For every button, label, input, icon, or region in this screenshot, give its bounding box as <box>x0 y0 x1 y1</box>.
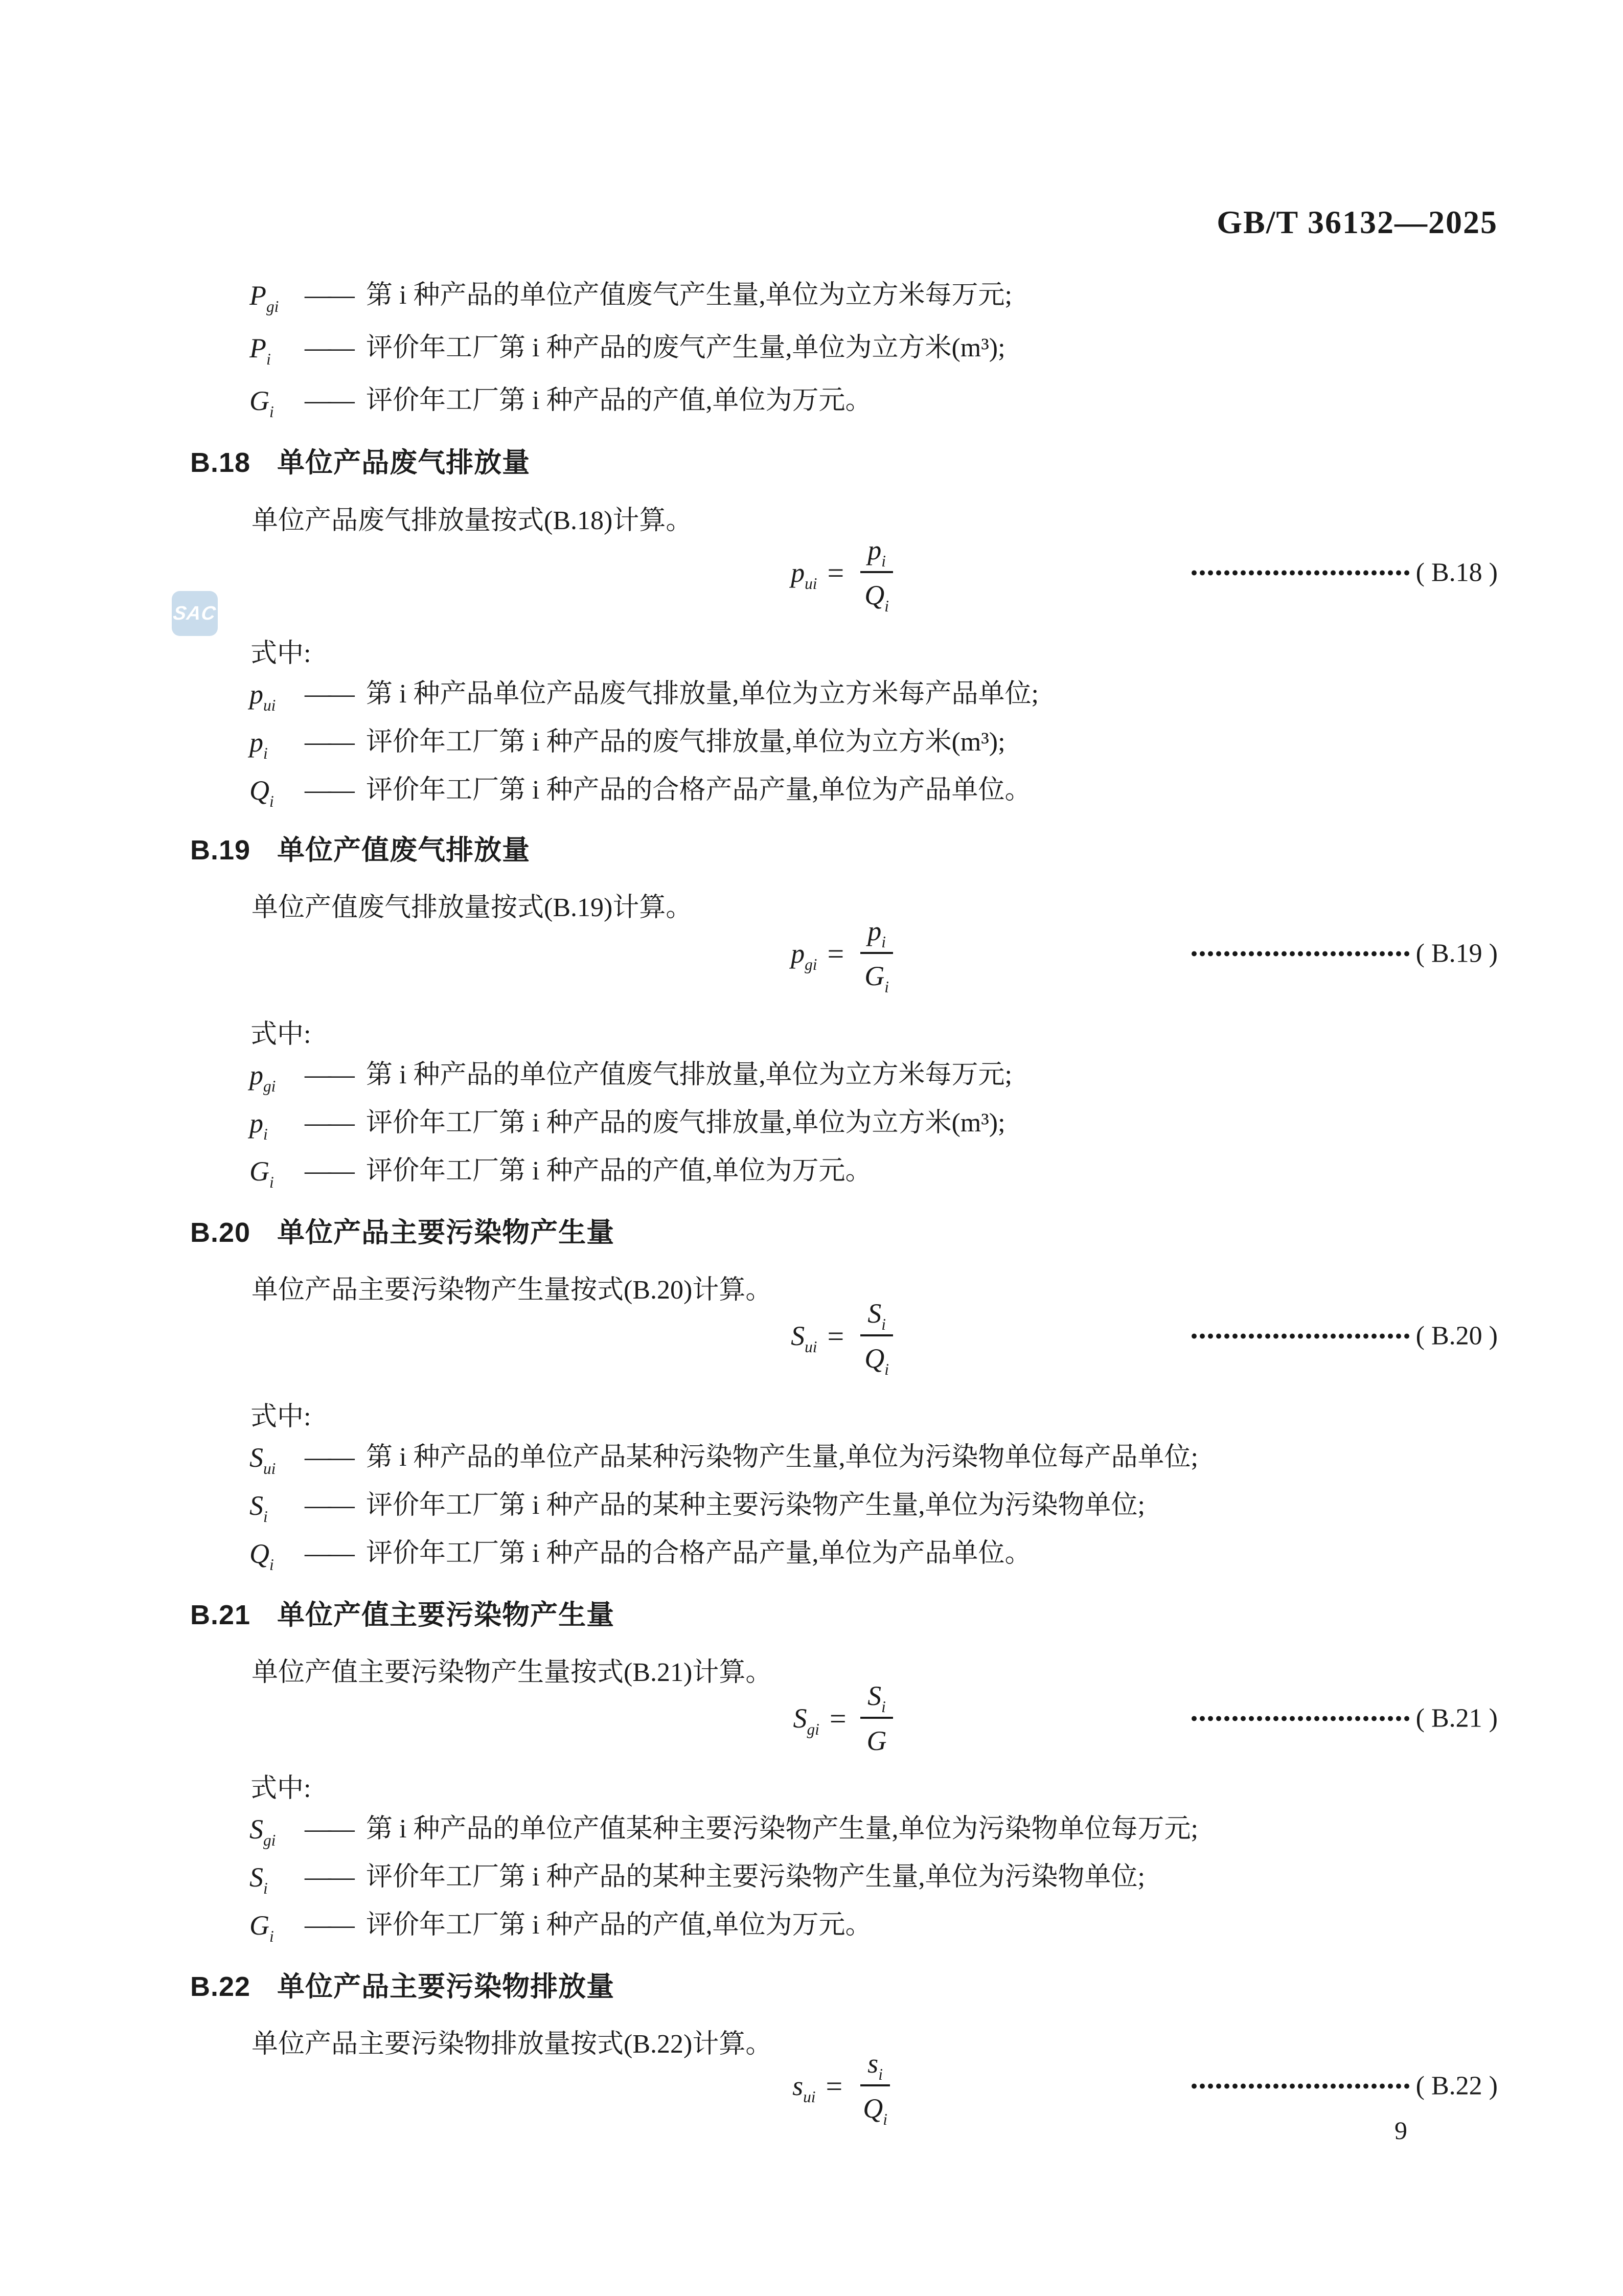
formula-b19 <box>189 895 1498 1012</box>
definition-line <box>249 1154 1521 1192</box>
symbol: $P_{gi}$ <box>249 280 279 316</box>
formula-number-group <box>1190 2071 1498 2101</box>
definition-text: 评价年工厂第 i 种产品的产值,单位为万元。 <box>366 386 872 415</box>
dotted-leader <box>1190 1715 1411 1722</box>
equation: $p_{gi}$ = $\frac{p_i}{G_i}$ <box>791 915 896 992</box>
definition-text: 评价年工厂第 i 种产品的某种主要污染物产生量,单位为污染物单位; <box>366 1862 1145 1892</box>
formula-number-group <box>1190 1703 1498 1734</box>
definition-line <box>249 331 1521 369</box>
where-label: 式中: <box>250 639 311 668</box>
definition-line <box>249 279 1521 316</box>
definition-line <box>249 725 1521 763</box>
formula-number-group <box>1190 558 1498 588</box>
definition-line <box>249 677 1521 715</box>
em-dash: —— <box>305 679 352 709</box>
sac-logo <box>172 591 218 636</box>
definition-text: 评价年工厂第 i 种产品的某种主要污染物产生量,单位为污染物单位; <box>366 1491 1145 1520</box>
section-intro: 单位产品废气排放量按式(B.18)计算。 <box>252 506 693 535</box>
em-dash: —— <box>305 386 352 415</box>
definition-line <box>249 1058 1521 1096</box>
formula-number: ( B.20 ) <box>1415 1321 1498 1351</box>
em-dash: —— <box>305 1108 352 1138</box>
definition-line <box>249 1441 1521 1478</box>
symbol: $G_i$ <box>249 1156 274 1192</box>
em-dash: —— <box>305 776 352 805</box>
section-intro: 单位产值主要污染物产生量按式(B.21)计算。 <box>252 1658 772 1687</box>
formula-b21 <box>189 1660 1498 1777</box>
symbol: $p_i$ <box>249 1108 268 1144</box>
section-heading-b22: B.22 单位产品主要污染物排放量 <box>190 1971 615 2002</box>
symbol: $p_{gi}$ <box>249 1060 276 1096</box>
em-dash: —— <box>305 1060 352 1089</box>
em-dash: —— <box>305 1156 352 1186</box>
sac-logo-text: SAC <box>172 602 218 624</box>
formula-b18 <box>189 514 1498 631</box>
section-heading-b20: B.20 单位产品主要污染物产生量 <box>190 1217 615 1248</box>
symbol: $S_{gi}$ <box>249 1814 276 1850</box>
dotted-leader <box>1190 950 1411 957</box>
formula-number: ( B.19 ) <box>1415 939 1498 968</box>
section-heading-b19: B.19 单位产值废气排放量 <box>190 835 531 866</box>
em-dash: —— <box>305 1814 352 1844</box>
definition-line <box>249 1537 1521 1572</box>
formula-b20 <box>189 1277 1498 1395</box>
equation: $S_{gi}$ = $\frac{S_i}{G}$ <box>793 1680 894 1757</box>
section-intro: 单位产品主要污染物排放量按式(B.22)计算。 <box>252 2030 772 2059</box>
em-dash: —— <box>305 1539 352 1568</box>
formula-b22 <box>189 2027 1498 2145</box>
definition-text: 第 i 种产品的单位产值废气排放量,单位为立方米每万元; <box>366 1060 1012 1089</box>
formula-number-group <box>1190 1321 1498 1351</box>
symbol: $P_i$ <box>249 333 271 369</box>
where-label: 式中: <box>250 1020 311 1049</box>
definition-text: 评价年工厂第 i 种产品的产值,单位为万元。 <box>366 1911 872 1940</box>
section-intro: 单位产品主要污染物产生量按式(B.20)计算。 <box>252 1276 772 1305</box>
symbol: $S_{ui}$ <box>249 1442 276 1478</box>
symbol: $Q_i$ <box>249 775 274 811</box>
formula-number: ( B.21 ) <box>1415 1703 1498 1733</box>
standard-number-header: GB/T 36132—2025 <box>1217 204 1498 240</box>
where-label: 式中: <box>250 1774 311 1803</box>
definition-line <box>249 1106 1521 1144</box>
section-intro: 单位产值废气排放量按式(B.19)计算。 <box>252 893 693 922</box>
definition-line <box>249 384 1521 419</box>
definition-text: 评价年工厂第 i 种产品的产值,单位为万元。 <box>366 1156 872 1186</box>
em-dash: —— <box>305 1491 352 1520</box>
definition-line <box>249 1860 1521 1898</box>
symbol: $S_i$ <box>249 1862 268 1898</box>
em-dash: —— <box>305 1443 352 1472</box>
em-dash: —— <box>305 1862 352 1892</box>
equation: $s_{ui}$ = $\frac{s_i}{Q_i}$ <box>792 2048 895 2124</box>
definition-text: 评价年工厂第 i 种产品的废气排放量,单位为立方米(m³); <box>366 728 1005 757</box>
definition-text: 评价年工厂第 i 种产品的废气排放量,单位为立方米(m³); <box>366 1108 1005 1138</box>
formula-number-group <box>1190 939 1498 969</box>
definition-text: 第 i 种产品的单位产值某种主要污染物产生量,单位为污染物单位每万元; <box>366 1814 1198 1844</box>
dotted-leader <box>1190 2082 1411 2089</box>
symbol: $p_i$ <box>249 727 268 763</box>
section-heading-b18: B.18 单位产品废气排放量 <box>190 447 531 478</box>
definition-line <box>249 774 1521 811</box>
page-number: 9 <box>1395 2116 1407 2145</box>
em-dash: —— <box>305 728 352 757</box>
definition-line <box>249 1812 1521 1850</box>
definition-text: 评价年工厂第 i 种产品的合格产品产量,单位为产品单位。 <box>366 776 1032 805</box>
equation: $p_{ui}$ = $\frac{p_i}{Q_i}$ <box>791 534 896 611</box>
em-dash: —— <box>305 333 352 362</box>
symbol: $G_i$ <box>249 385 274 421</box>
where-label: 式中: <box>250 1402 311 1431</box>
formula-number: ( B.18 ) <box>1415 558 1498 587</box>
definition-line <box>249 1489 1521 1524</box>
definition-line <box>249 1908 1521 1946</box>
symbol: $p_{ui}$ <box>249 679 276 715</box>
symbol: $Q_i$ <box>249 1538 274 1574</box>
definition-text: 第 i 种产品单位产品废气排放量,单位为立方米每产品单位; <box>366 679 1039 709</box>
em-dash: —— <box>305 1911 352 1940</box>
definition-text: 评价年工厂第 i 种产品的废气产生量,单位为立方米(m³); <box>366 333 1005 362</box>
equation: $S_{ui}$ = $\frac{S_i}{Q_i}$ <box>791 1298 896 1374</box>
symbol: $G_i$ <box>249 1910 274 1946</box>
dotted-leader <box>1190 1332 1411 1339</box>
em-dash: —— <box>305 281 352 310</box>
definition-text: 第 i 种产品的单位产品某种污染物产生量,单位为污染物单位每产品单位; <box>366 1443 1198 1472</box>
symbol: $S_i$ <box>249 1490 268 1526</box>
dotted-leader <box>1190 569 1411 576</box>
definition-text: 第 i 种产品的单位产值废气产生量,单位为立方米每万元; <box>366 281 1012 310</box>
definition-text: 评价年工厂第 i 种产品的合格产品产量,单位为产品单位。 <box>366 1539 1032 1568</box>
formula-number: ( B.22 ) <box>1415 2071 1498 2101</box>
section-heading-b21: B.21 单位产值主要污染物产生量 <box>190 1600 615 1630</box>
